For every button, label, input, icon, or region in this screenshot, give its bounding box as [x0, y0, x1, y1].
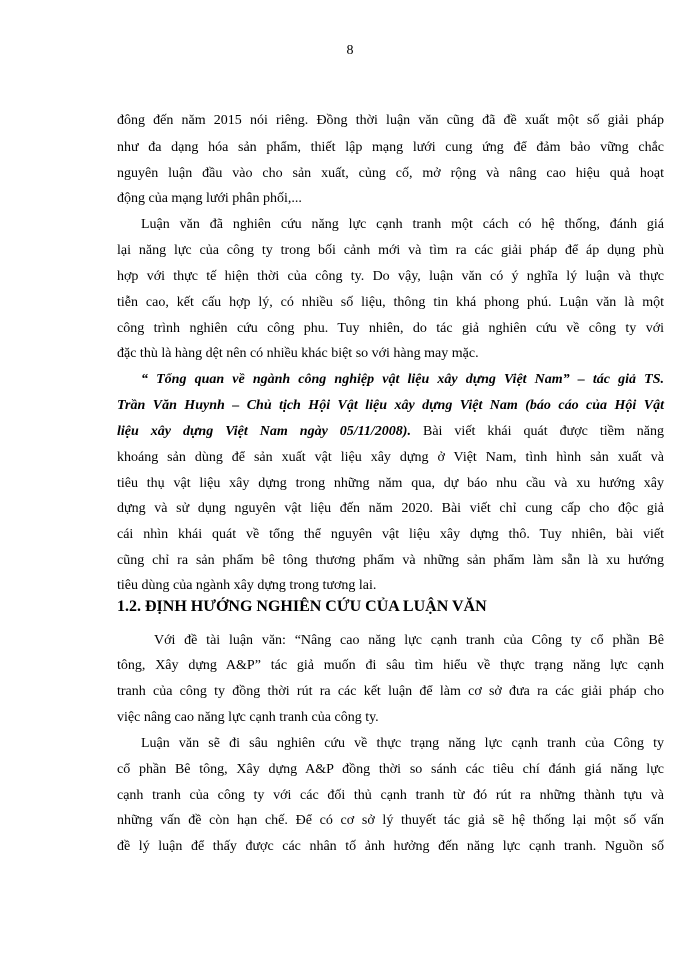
paragraph-line: đặc thù là hàng dệt nên có nhiều khác biệt so với hàng may mặc.: [117, 346, 479, 361]
paragraph-line: [117, 423, 664, 441]
paragraph-line: đông đến năm 2015 nói riêng. Đồng thời luận văn cũng đã đề xuất một số giải pháp: [117, 113, 664, 128]
paragraph-line: dựng và sử dụng nguyên vật liệu đến năm 2020. Bài viết chỉ cung cấp cho độc giả: [117, 501, 664, 516]
paragraph-line: đề lý luận để thấy được các nhân tố ảnh hưởng đến năng lực cạnh tranh. Nguồn số: [117, 839, 664, 854]
section-heading: 1.2. ĐỊNH HƯỚNG NGHIÊN CỨU CỦA LUẬN VĂN: [117, 598, 487, 615]
paragraph-line: những vấn đề còn hạn chế. Để có cơ sở lý thuyết tác giả sẽ hệ thống lại một số vấn: [117, 813, 664, 828]
paragraph-line: tiêu dùng của ngành xây dựng trong tương lai.: [117, 578, 377, 593]
paragraph-line: Với đề tài luận văn: “Nâng cao năng lực cạnh tranh của Công ty cổ phần Bê: [154, 633, 664, 648]
reference-text: Bài viết khái quát được tiềm năng: [410, 424, 664, 439]
paragraph-line: động của mạng lưới phân phối,...: [117, 191, 302, 206]
paragraph-line: cái nhìn khái quát về tổng thể nguyên vật liệu xây dựng thô. Tuy nhiên, bài viết: [117, 527, 664, 542]
paragraph-line: tranh của công ty đồng thời rút ra các kết luận để làm cơ sở đưa ra các giải pháp cho: [117, 684, 664, 699]
paragraph-line: nguyên luận đầu vào cho sản xuất, củng cố, mở rộng và nâng cao hiệu quả hoạt: [117, 166, 664, 181]
paragraph-line: lại năng lực của công ty trong bối cảnh mới và tìm ra các giải pháp để áp dụng phù: [117, 243, 664, 258]
reference-title-line: Trần Văn Huynh – Chủ tịch Hội Vật liệu xây dựng Việt Nam (báo cáo của Hội Vật: [117, 398, 664, 413]
paragraph-line: Luận văn đã nghiên cứu năng lực cạnh tranh một cách có hệ thống, đánh giá: [141, 217, 664, 232]
paragraph-line: cạnh tranh của công ty với các đối thủ cạnh tranh từ đó rút ra những thành tựu và: [117, 788, 664, 803]
paragraph-line: hợp với thực tế hiện thời của công ty. Do vậy, luận văn có ý nghĩa lý luận và thực: [117, 269, 664, 284]
reference-title-line: “ Tổng quan về ngành công nghiệp vật liệu xây dựng Việt Nam” – tác giả TS.: [141, 372, 664, 387]
paragraph-line: tiêu thụ vật liệu xây dựng trong những năm qua, dự báo nhu cầu và xu hướng xây: [117, 476, 664, 491]
paragraph-line: công trình nghiên cứu công phu. Tuy nhiên, do tác giả nghiên cứu về công ty với: [117, 321, 664, 336]
paragraph-line: cổ phần Bê tông, Xây dựng A&P đồng thời so sánh các tiêu chí đánh giá năng lực: [117, 762, 664, 777]
paragraph-line: tiễn cao, kết cấu hợp lý, có nhiều số liệu, thông tin khá phong phú. Luận văn là một: [117, 295, 664, 310]
paragraph-line: khoáng sản dùng để sản xuất vật liệu xây dựng ở Việt Nam, tình hình sản xuất và: [117, 450, 664, 465]
paragraph-line: cũng chỉ ra sản phẩm bê tông thương phẩm và những sản phẩm làm sẵn là xu hướng: [117, 553, 664, 568]
paragraph-line: tông, Xây dựng A&P” tác giả muốn đi sâu tìm hiểu về thực trạng năng lực cạnh: [117, 658, 664, 673]
paragraph-line: Luận văn sẽ đi sâu nghiên cứu về thực trạng năng lực cạnh tranh của Công ty: [141, 736, 664, 751]
reference-title-end: liệu xây dựng Việt Nam ngày 05/11/2008).: [117, 424, 411, 439]
page-number: 8: [346, 43, 354, 58]
paragraph-line: như đa dạng hóa sản phẩm, thiết lập mạng lưới cung ứng để đảm bảo vững chắc: [117, 140, 664, 155]
paragraph-line: việc nâng cao năng lực cạnh tranh của công ty.: [117, 710, 379, 725]
